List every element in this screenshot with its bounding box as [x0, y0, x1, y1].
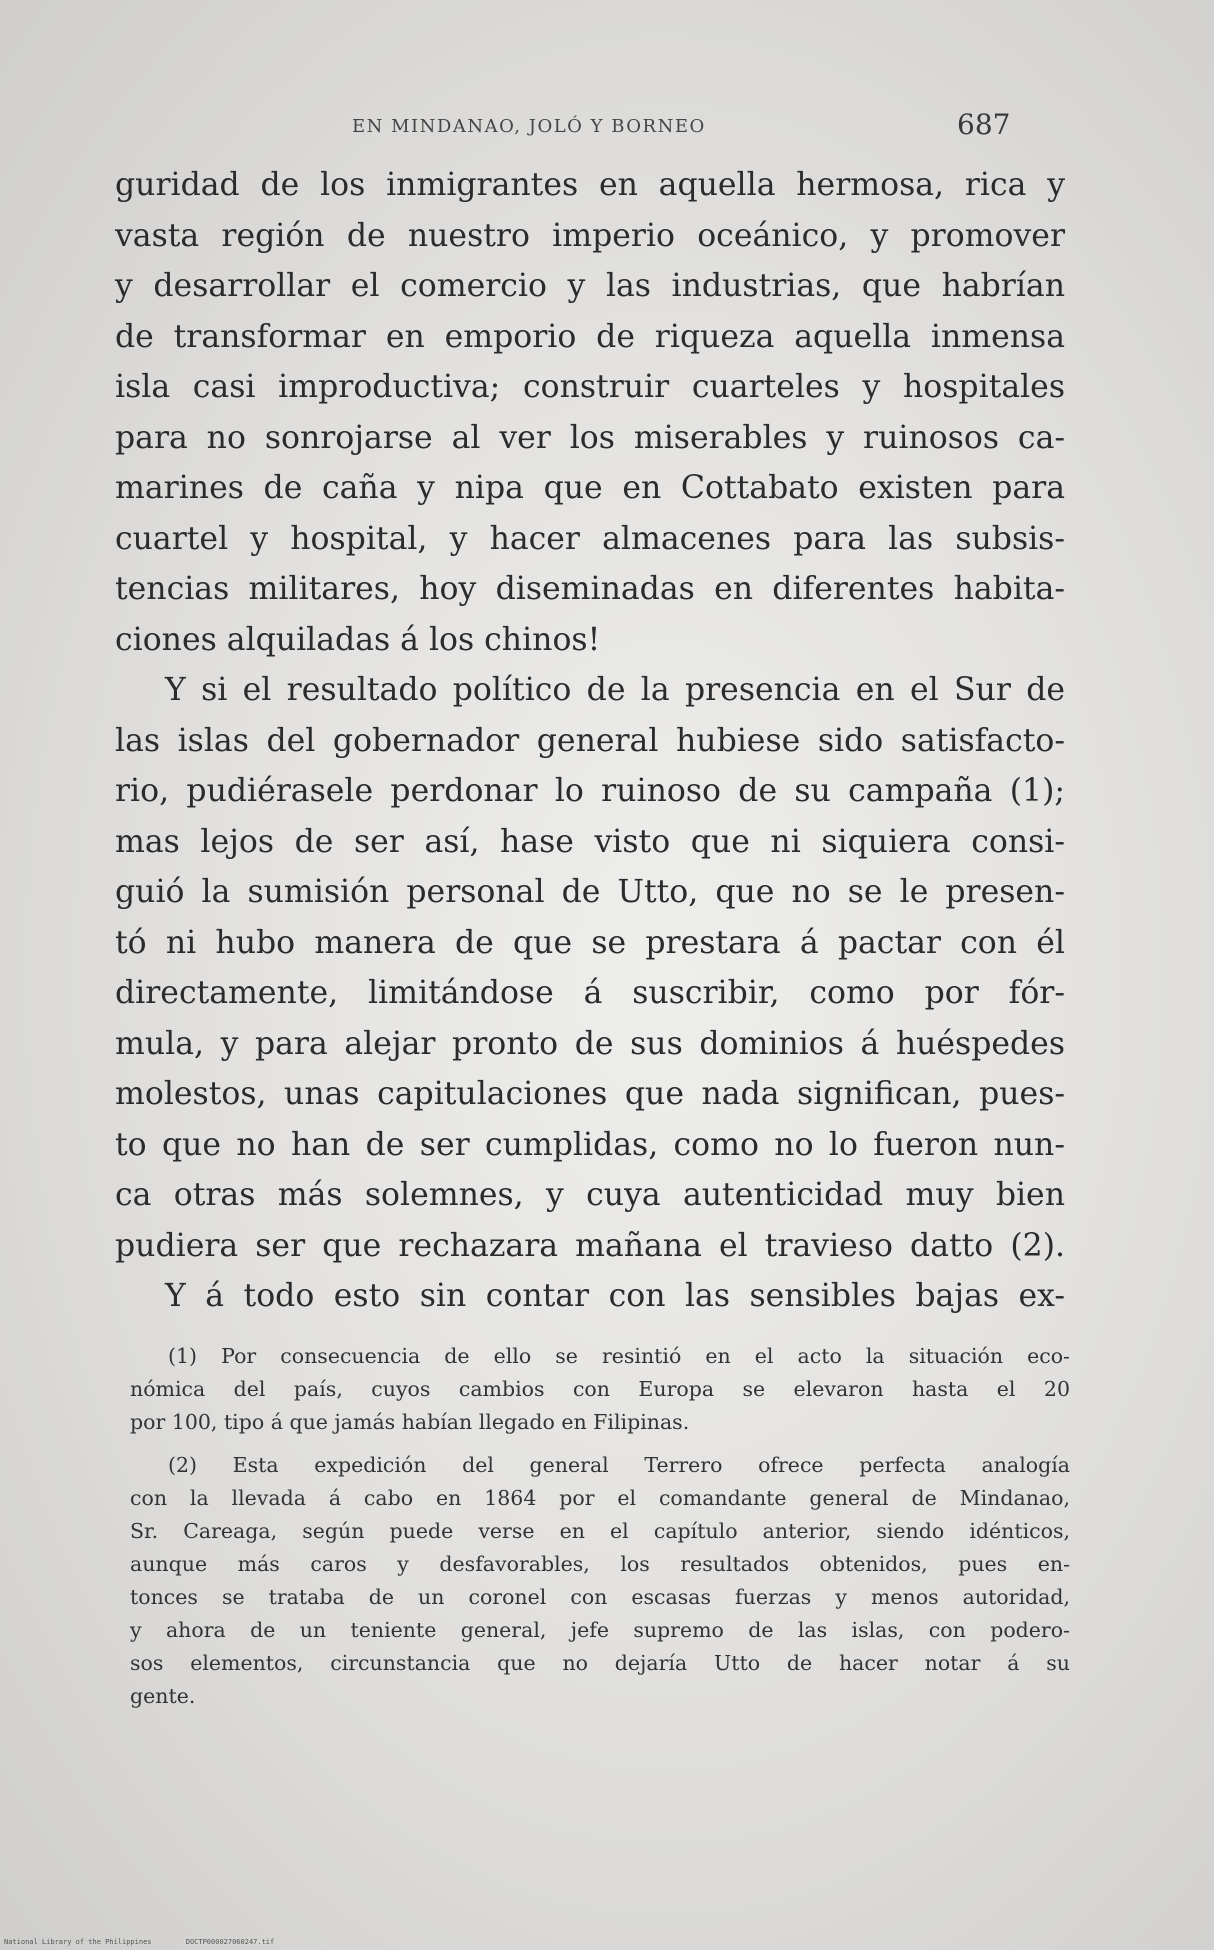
- body-line: las islas del gobernador general hubiese sido satisfacto-: [115, 722, 1065, 759]
- scan-file-name: DOCTP000027060247.tif: [185, 1938, 275, 1946]
- body-line: guridad de los inmigrantes en aquella hermosa, rica y: [115, 167, 1065, 203]
- body-line: para no sonrojarse al ver los miserables y ruinosos ca-: [115, 419, 1065, 456]
- footnote-line: nómica del país, cuyos cambios con Europa se elevaron hasta el 20: [130, 1377, 1070, 1401]
- body-line: isla casi improductiva; construir cuarteles y hospitales: [115, 369, 1065, 405]
- footnotes: [130, 1340, 1070, 1713]
- footnote-line: (2) Esta expedición del general Terrero ofrece perfecta analogía: [168, 1453, 1070, 1477]
- body-line: y desarrollar el comercio y las industrias, que habrían: [115, 268, 1065, 304]
- body-line: tencias militares, hoy diseminadas en diferentes habita-: [115, 571, 1065, 607]
- body-line: rio, pudiérasele perdonar lo ruinoso de su campaña (1);: [115, 773, 1065, 809]
- page-header: [352, 108, 1052, 148]
- body-line: to que no han de ser cumplidas, como no lo fueron nun-: [115, 1126, 1065, 1163]
- body-line: ca otras más solemnes, y cuya autenticidad muy bien: [115, 1177, 1065, 1213]
- body-line: guió la sumisión personal de Utto, que no se le presen-: [115, 874, 1065, 910]
- body-line: pudiera ser que rechazara mañana el travieso datto (2).: [115, 1227, 1065, 1264]
- body-line: mas lejos de ser así, hase visto que ni siquiera consi-: [115, 823, 1065, 860]
- footnote-line: gente.: [130, 1684, 196, 1708]
- library-credit: National Library of the Philippines: [4, 1938, 152, 1946]
- body-text: [115, 160, 1065, 1322]
- body-line: Y á todo esto sin contar con las sensibles bajas ex-: [165, 1278, 1065, 1314]
- body-line: marines de caña y nipa que en Cottabato existen para: [115, 470, 1065, 506]
- body-line: tó ni hubo manera de que se prestara á pactar con él: [115, 924, 1065, 961]
- body-line: vasta región de nuestro imperio oceánico, y promover: [115, 217, 1065, 254]
- page-number: 687: [957, 108, 1011, 141]
- footnote-line: sos elementos, circunstancia que no dejaría Utto de hacer notar á su: [130, 1651, 1070, 1675]
- footnote-2: [130, 1449, 1070, 1713]
- footnote-1: [130, 1340, 1070, 1439]
- scan-footer: [4, 1938, 274, 1946]
- footnote-line: por 100, tipo á que jamás habían llegado en Filipinas.: [130, 1410, 690, 1434]
- body-line: mula, y para alejar pronto de sus dominios á huéspedes: [115, 1025, 1065, 1062]
- running-title: EN MINDANAO, JOLÓ Y BORNEO: [352, 116, 706, 137]
- footnote-line: tonces se trataba de un coronel con escasas fuerzas y menos autoridad,: [130, 1585, 1070, 1609]
- body-line: de transformar en emporio de riqueza aquella inmensa: [115, 318, 1065, 355]
- footnote-line: Sr. Careaga, según puede verse en el capítulo anterior, siendo idénticos,: [130, 1519, 1070, 1543]
- footnote-line: con la llevada á cabo en 1864 por el comandante general de Mindanao,: [130, 1486, 1070, 1510]
- footnote-line: y ahora de un teniente general, jefe supremo de las islas, con podero-: [130, 1618, 1070, 1642]
- footnote-line: (1) Por consecuencia de ello se resintió en el acto la situación eco-: [168, 1344, 1070, 1368]
- body-line: Y si el resultado político de la presencia en el Sur de: [165, 672, 1065, 708]
- body-line: cuartel y hospital, y hacer almacenes para las subsis-: [115, 520, 1065, 557]
- footnote-line: aunque más caros y desfavorables, los resultados obtenidos, pues en-: [130, 1552, 1070, 1576]
- body-line: molestos, unas capitulaciones que nada significan, pues-: [115, 1076, 1065, 1112]
- body-line: ciones alquiladas á los chinos!: [115, 621, 601, 658]
- body-line: directamente, limitándose á suscribir, como por fór-: [115, 975, 1065, 1011]
